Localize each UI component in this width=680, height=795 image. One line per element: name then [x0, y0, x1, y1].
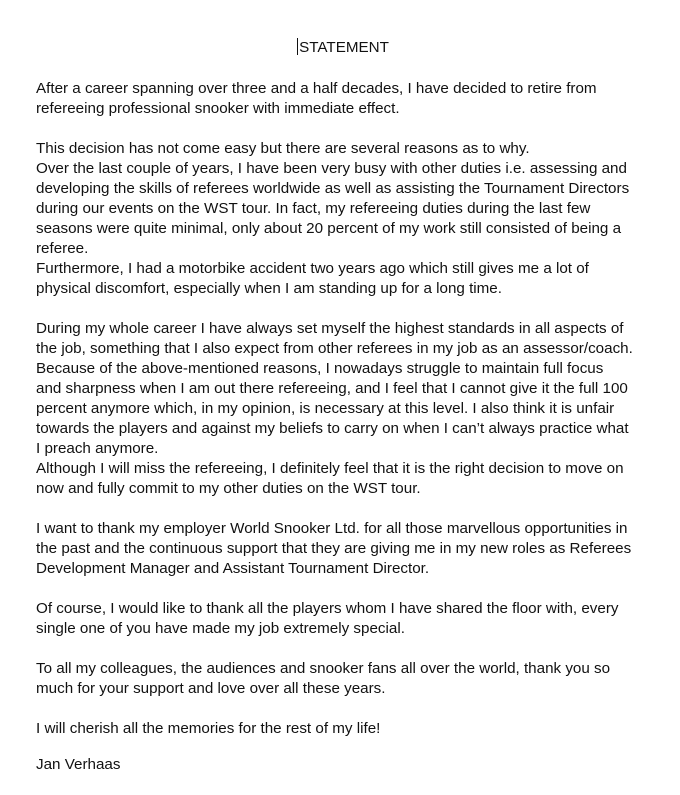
text-line: After a career spanning over three and a half decades, I have decided to retire from — [36, 80, 597, 97]
paragraph — [36, 139, 670, 299]
text-line: To all my colleagues, the audiences and snooker fans all over the world, thank you so — [36, 660, 611, 677]
text-line: This decision has not come easy but there are several reasons as to why. — [36, 140, 530, 157]
text-line: developing the skills of referees worldwide as well as assisting the Tournament Directors — [36, 180, 630, 197]
text-line: refereeing professional snooker with immediate effect. — [36, 100, 400, 117]
statement-body — [36, 79, 670, 795]
text-line: Over the last couple of years, I have been very busy with other duties i.e. assessing and — [36, 160, 627, 177]
document-title — [0, 38, 680, 58]
text-line: physical discomfort, especially when I am standing up for a long time. — [36, 280, 502, 297]
paragraph — [36, 79, 670, 119]
text-line: referee. — [36, 240, 89, 257]
text-line: Of course, I would like to thank all the players whom I have shared the floor with, every — [36, 600, 619, 617]
text-line: single one of you have made my job extremely special. — [36, 620, 405, 637]
text-line: I preach anymore. — [36, 440, 159, 457]
text-line: much for your support and love over all these years. — [36, 680, 386, 697]
paragraph — [36, 319, 670, 499]
text-line: I want to thank my employer World Snooker Ltd. for all those marvellous opportunities in — [36, 520, 628, 537]
text-line: towards the players and against my beliefs to carry on when I can’t always practice what — [36, 420, 629, 437]
text-cursor — [297, 38, 298, 55]
text-line: percent anymore which, in my opinion, is necessary at this level. I also think it is unfair — [36, 400, 615, 417]
paragraph — [36, 519, 670, 579]
signature — [36, 755, 670, 775]
text-line: seasons were quite minimal, only about 20 percent of my work still consisted of being a — [36, 220, 622, 237]
title-text: STATEMENT — [299, 39, 389, 56]
paragraph — [36, 599, 670, 639]
text-line: Because of the above-mentioned reasons, I nowadays struggle to maintain full focus — [36, 360, 604, 377]
text-line: now and fully commit to my other duties on the WST tour. — [36, 480, 421, 497]
text-line: Furthermore, I had a motorbike accident two years ago which still gives me a lot of — [36, 260, 589, 277]
text-line: the job, something that I also expect from other referees in my job as an assessor/coach. — [36, 340, 633, 357]
paragraph — [36, 719, 670, 739]
paragraph — [36, 659, 670, 699]
text-line: During my whole career I have always set myself the highest standards in all aspects of — [36, 320, 624, 337]
text-line: Development Manager and Assistant Tournament Director. — [36, 560, 430, 577]
text-line: I will cherish all the memories for the rest of my life! — [36, 720, 381, 737]
signature-name: Jan Verhaas — [36, 756, 121, 773]
text-line: during our events on the WST tour. In fact, my refereeing duties during the last few — [36, 200, 591, 217]
text-line: Although I will miss the refereeing, I definitely feel that it is the right decision to move on — [36, 460, 624, 477]
text-line: and sharpness when I am out there refereeing, and I feel that I cannot give it the full 100 — [36, 380, 628, 397]
text-line: the past and the continuous support that they are giving me in my new roles as Referees — [36, 540, 632, 557]
